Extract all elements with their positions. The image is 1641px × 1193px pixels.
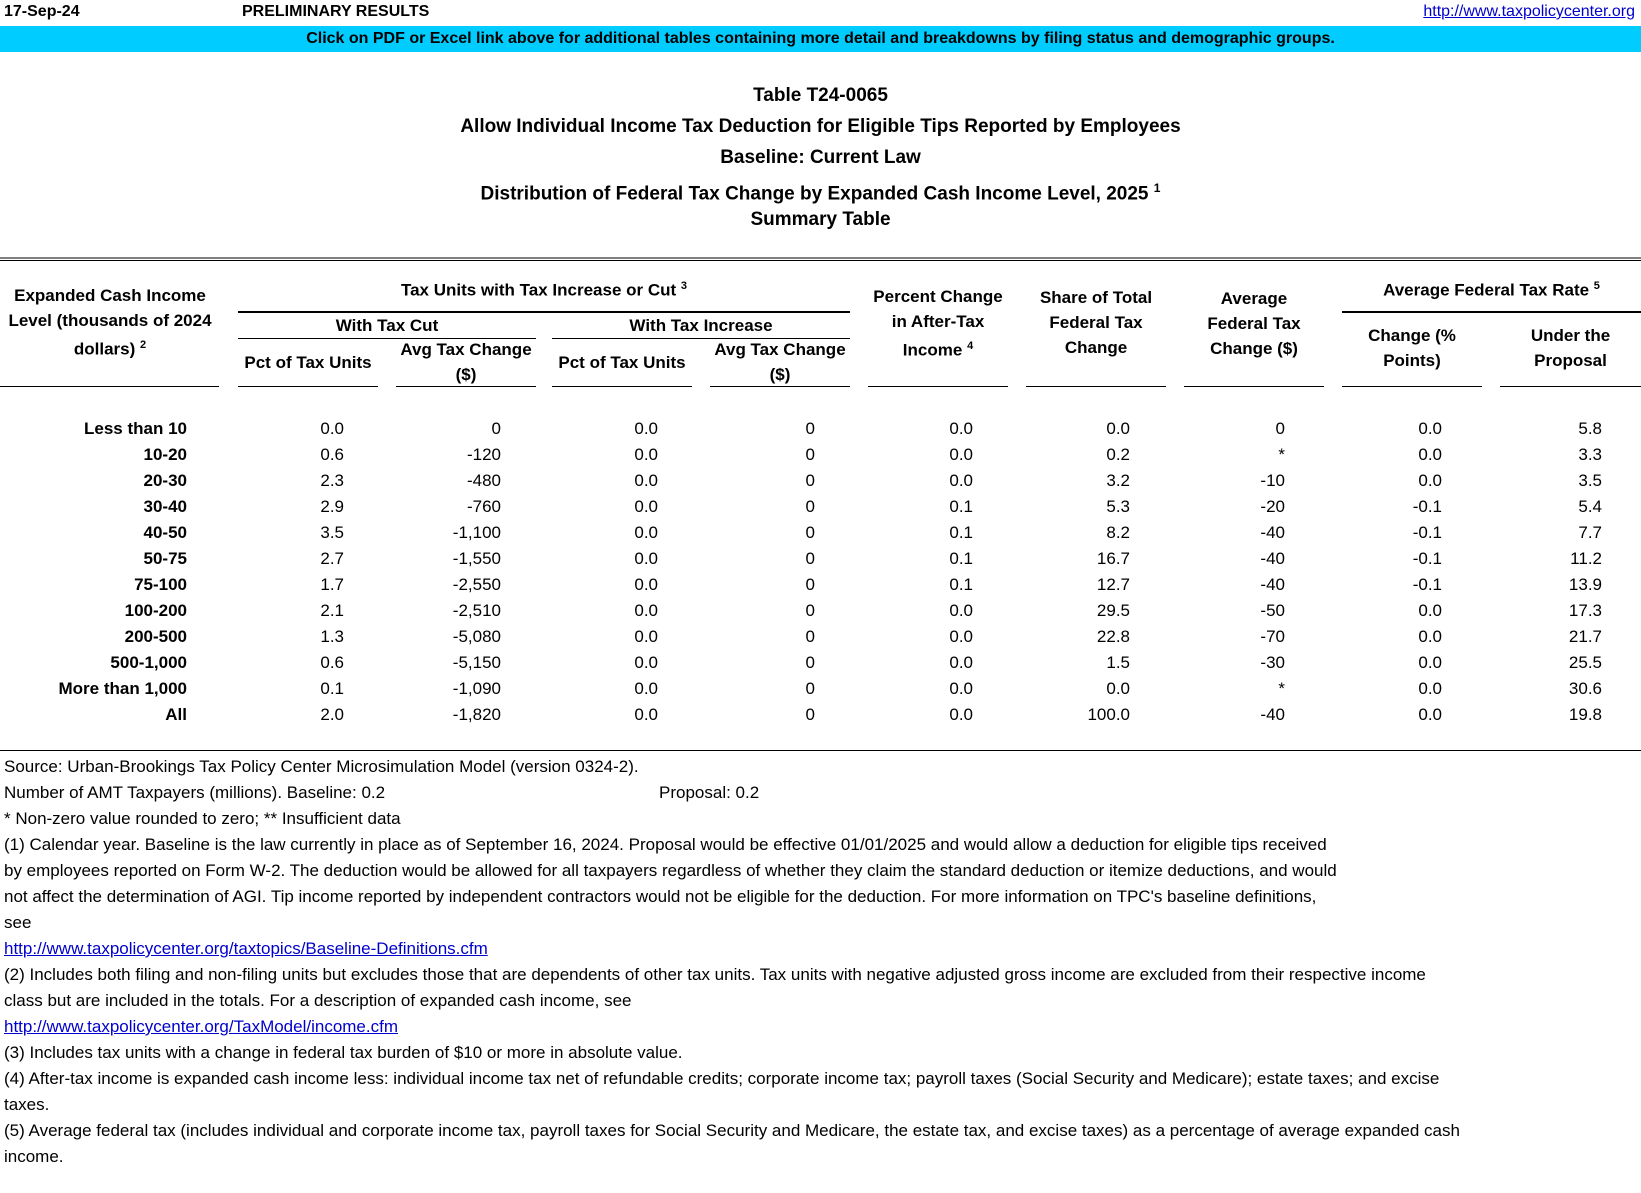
info-banner-text: Click on PDF or Excel link above for additional tables containing more detail and breakdowns by filing status and demographic groups. <box>306 30 1335 47</box>
tpc-website-link[interactable]: http://www.taxpolicycenter.org <box>1423 3 1635 20</box>
cell-income-level: 200-500 <box>124 627 187 646</box>
cell-rate-proposal: 17.3 <box>1568 601 1602 620</box>
underline <box>238 386 378 387</box>
cell-pct-change-aftertax: 0.1 <box>949 575 973 594</box>
cell-share-total: 0.2 <box>1106 445 1130 464</box>
cell-income-level: 20-30 <box>143 471 187 490</box>
cell-inc-avg: 0 <box>805 601 815 620</box>
col-header-pct-change-aftertax: Percent Change in After-Tax Income $^4$ <box>873 287 1003 360</box>
cell-pct-change-aftertax: 0.0 <box>949 445 973 464</box>
baseline-definitions-link[interactable]: http://www.taxpolicycenter.org/taxtopics/Baseline-Definitions.cfm <box>4 939 488 958</box>
cell-income-level: 50-75 <box>143 549 187 568</box>
col-header-rate-change: Change (% Points) <box>1368 326 1456 370</box>
underline <box>868 386 1008 387</box>
cell-income-level: 30-40 <box>143 497 187 516</box>
footnote-ref: 1 <box>1153 181 1161 195</box>
table-bottom-rule <box>0 750 1641 751</box>
cell-cut-pct: 0.6 <box>320 445 344 464</box>
cell-cut-pct: 3.5 <box>320 523 344 542</box>
table-row <box>0 702 1602 728</box>
cell-cut-pct: 2.1 <box>320 601 344 620</box>
underline <box>1342 386 1482 387</box>
cell-cut-pct: 2.9 <box>320 497 344 516</box>
cell-inc-avg: 0 <box>805 627 815 646</box>
cell-share-total: 0.0 <box>1106 419 1130 438</box>
col-header-share-total: Share of Total Federal Tax Change <box>1039 288 1153 357</box>
cell-pct-change-aftertax: 0.0 <box>949 419 973 438</box>
cell-rate-proposal: 3.3 <box>1578 445 1602 464</box>
cell-inc-pct: 0.0 <box>634 705 658 724</box>
col-header-cut-pct: Pct of Tax Units <box>244 353 372 372</box>
cell-rate-proposal: 21.7 <box>1568 627 1602 646</box>
cell-inc-pct: 0.0 <box>634 601 658 620</box>
col-header-cut-avg: Avg Tax Change ($) <box>400 340 532 384</box>
cell-rate-change: -0.1 <box>1412 523 1442 542</box>
cell-rate-proposal: 5.4 <box>1578 497 1602 516</box>
cell-rate-change: 0.0 <box>1418 705 1442 724</box>
report-date: 17-Sep-24 <box>4 3 80 20</box>
cell-share-total: 22.8 <box>1096 627 1130 646</box>
cell-rate-change: 0.0 <box>1418 627 1442 646</box>
cell-inc-avg: 0 <box>805 419 815 438</box>
cell-income-level: 10-20 <box>143 445 187 464</box>
cell-cut-avg: -1,550 <box>452 549 501 568</box>
cell-pct-change-aftertax: 0.0 <box>949 601 973 620</box>
cell-rate-change: 0.0 <box>1418 653 1442 672</box>
cell-inc-pct: 0.0 <box>634 523 658 542</box>
underline <box>710 386 850 387</box>
cell-income-level: 100-200 <box>124 601 187 620</box>
footnotes: Source: Urban-Brookings Tax Policy Center Microsimulation Model (version 0324-2). Number of AMT Taxpayers (millions). Baseline: 0.2 Proposal: 0.2 * Non-zero value rounded to zero; ** Insufficient data (1) Calendar year. Baseline is the law currently in place as of September 16, 2024. Proposal would be effective 01/01/2025 and would allow a deduction for eligible tips received by employees reported on Form W-2. The deduction would be allowed for all taxpayers regardless of whether they claim the standard deduction or itemize deductions, and would not affect the determination of AGI. Tip income reported by independent contractors would not be eligible for the deduction. For more information on TPC's baseline definitions, see http://www.taxpolicycenter.org/taxtopics/Baseline-Definitions.cfm (2) Includes both filing and non-filing units but excludes those that are dependents of other tax units. Tax units with negative adjusted gross income are excluded from their respective income class but are included in the totals. For a description of expanded cash income, see http://www.taxpolicycenter.org/TaxModel/income.cfm (3) Includes tax units with a change in federal tax burden of $10 or more in absolute value. (4) After-tax income is expanded cash income less: individual income tax net of refundable credits; corporate income tax; payroll taxes (Social Security and Medicare); estate taxes; and excise taxes. (5) Average federal tax (includes individual and corporate income tax, payroll taxes for Social Security and Medicare, the estate tax, and excise taxes) as a percentage of average expanded cash income. <box>4 754 1634 1170</box>
cell-cut-avg: 0 <box>491 419 501 438</box>
underline <box>1342 311 1641 313</box>
cell-rate-change: 0.0 <box>1418 419 1442 438</box>
cell-inc-pct: 0.0 <box>634 471 658 490</box>
cell-cut-pct: 2.0 <box>320 705 344 724</box>
col-group-avg-fed-rate: Average Federal Tax Rate $^5$ <box>1383 280 1600 300</box>
table-row <box>0 546 1602 572</box>
table-row <box>0 416 1602 442</box>
cell-pct-change-aftertax: 0.1 <box>949 549 973 568</box>
cell-avg-fed-change: -40 <box>1260 549 1285 568</box>
cell-avg-fed-change: -20 <box>1260 497 1285 516</box>
cell-avg-fed-change: -50 <box>1260 601 1285 620</box>
cell-cut-avg: -1,820 <box>452 705 501 724</box>
cell-share-total: 29.5 <box>1096 601 1130 620</box>
cell-rate-change: 0.0 <box>1418 679 1442 698</box>
table-row <box>0 468 1602 494</box>
cell-rate-proposal: 11.2 <box>1570 549 1602 568</box>
preliminary-label: PRELIMINARY RESULTS <box>242 3 430 20</box>
cell-cut-pct: 2.3 <box>320 471 344 490</box>
col-group-with-tax-cut: With Tax Cut <box>335 316 439 335</box>
cell-inc-pct: 0.0 <box>634 575 658 594</box>
footnote-4: (4) After-tax income is expanded cash income less: individual income tax net of refundable credits; corporate income tax; payroll taxes (Social Security and Medicare); estate taxes; and excise <box>4 1069 1440 1088</box>
cell-rate-change: -0.1 <box>1412 497 1442 516</box>
cell-avg-fed-change: 0 <box>1275 419 1285 438</box>
baseline-title: Baseline: Current Law <box>720 147 921 168</box>
cell-inc-pct: 0.0 <box>634 497 658 516</box>
cell-avg-fed-change: -40 <box>1260 575 1285 594</box>
cell-inc-pct: 0.0 <box>634 653 658 672</box>
cell-avg-fed-change: -40 <box>1260 523 1285 542</box>
cell-cut-avg: -1,090 <box>452 679 501 698</box>
cell-avg-fed-change: * <box>1278 445 1285 464</box>
header-divider <box>0 257 1641 261</box>
cell-cut-avg: -5,080 <box>452 627 501 646</box>
cell-rate-proposal: 19.8 <box>1568 705 1602 724</box>
cell-avg-fed-change: -40 <box>1260 705 1285 724</box>
cell-share-total: 16.7 <box>1096 549 1130 568</box>
top-bar <box>0 0 1641 24</box>
table-titles <box>0 80 1641 235</box>
col-header-income-level: Expanded Cash Income Level (thousands of 2024 dollars) $^2$ <box>8 286 212 359</box>
info-banner <box>0 26 1641 52</box>
cell-rate-proposal: 7.7 <box>1578 523 1602 542</box>
cell-avg-fed-change: -70 <box>1260 627 1285 646</box>
cell-inc-avg: 0 <box>805 549 815 568</box>
cell-rate-change: 0.0 <box>1418 601 1442 620</box>
cell-rate-change: -0.1 <box>1412 575 1442 594</box>
cell-cut-pct: 0.1 <box>320 679 344 698</box>
summary-title: Summary Table <box>750 209 891 230</box>
cell-cut-avg: -2,550 <box>452 575 501 594</box>
col-header-inc-pct: Pct of Tax Units <box>558 353 686 372</box>
cell-inc-avg: 0 <box>805 471 815 490</box>
cell-income-level: All <box>165 705 187 724</box>
cell-inc-avg: 0 <box>805 653 815 672</box>
cell-cut-avg: -2,510 <box>452 601 501 620</box>
cell-avg-fed-change: * <box>1278 679 1285 698</box>
cell-share-total: 5.3 <box>1106 497 1130 516</box>
cell-share-total: 0.0 <box>1106 679 1130 698</box>
cell-inc-avg: 0 <box>805 497 815 516</box>
footnote-1: (1) Calendar year. Baseline is the law currently in place as of September 16, 2024. Proposal would be effective 01/01/2025 and would allow a deduction for eligible tips received <box>4 835 1327 854</box>
cell-pct-change-aftertax: 0.0 <box>949 653 973 672</box>
table-row <box>0 572 1602 598</box>
table-id: Table T24-0065 <box>753 85 888 106</box>
cell-rate-change: 0.0 <box>1418 445 1442 464</box>
cell-cut-pct: 0.6 <box>320 653 344 672</box>
col-group-with-tax-increase: With Tax Increase <box>629 316 773 335</box>
cell-rate-proposal: 13.9 <box>1568 575 1602 594</box>
footnote-5: (5) Average federal tax (includes individual and corporate income tax, payroll taxes for Social Security and Medicare, the estate tax, and excise taxes) as a percentage of average expanded cash <box>4 1121 1460 1140</box>
underline <box>1500 386 1641 387</box>
cell-inc-avg: 0 <box>805 705 815 724</box>
underline <box>0 386 219 387</box>
cell-pct-change-aftertax: 0.0 <box>949 679 973 698</box>
underline <box>552 386 692 387</box>
source-note: Source: Urban-Brookings Tax Policy Center Microsimulation Model (version 0324-2). <box>4 757 639 776</box>
col-group-tax-units: Tax Units with Tax Increase or Cut $^3$ <box>400 280 688 300</box>
cell-cut-avg: -5,150 <box>452 653 501 672</box>
cell-income-level: 40-50 <box>143 523 187 542</box>
proposal-title: Allow Individual Income Tax Deduction for Eligible Tips Reported by Employees <box>460 116 1181 137</box>
cell-income-level: 75-100 <box>134 575 187 594</box>
cell-inc-avg: 0 <box>805 679 815 698</box>
underline <box>1184 386 1324 387</box>
cell-share-total: 8.2 <box>1106 523 1130 542</box>
table-row <box>0 520 1602 546</box>
cell-inc-avg: 0 <box>805 523 815 542</box>
col-header-rate-proposal: Under the Proposal <box>1530 326 1611 370</box>
table-row <box>0 676 1602 702</box>
cell-rate-change: 0.0 <box>1418 471 1442 490</box>
income-definition-link[interactable]: http://www.taxpolicycenter.org/TaxModel/income.cfm <box>4 1017 398 1036</box>
table-row <box>0 624 1602 650</box>
cell-rate-proposal: 30.6 <box>1568 679 1602 698</box>
cell-rate-proposal: 5.8 <box>1578 419 1602 438</box>
underline <box>1026 386 1166 387</box>
cell-share-total: 1.5 <box>1106 653 1130 672</box>
table-row <box>0 650 1602 676</box>
cell-inc-avg: 0 <box>805 445 815 464</box>
cell-cut-avg: -120 <box>466 445 501 464</box>
cell-inc-pct: 0.0 <box>634 419 658 438</box>
col-header-avg-fed-change: Average Federal Tax Change ($) <box>1207 289 1301 358</box>
cell-rate-proposal: 3.5 <box>1578 471 1602 490</box>
distribution-table <box>0 416 1602 728</box>
cell-pct-change-aftertax: 0.0 <box>949 705 973 724</box>
cell-cut-avg: -480 <box>466 471 501 490</box>
cell-cut-pct: 2.7 <box>320 549 344 568</box>
legend-note: * Non-zero value rounded to zero; ** Insufficient data <box>4 809 401 828</box>
cell-pct-change-aftertax: 0.1 <box>949 523 973 542</box>
cell-share-total: 100.0 <box>1087 705 1130 724</box>
cell-pct-change-aftertax: 0.0 <box>949 471 973 490</box>
table-row <box>0 494 1602 520</box>
cell-cut-avg: -760 <box>466 497 501 516</box>
cell-income-level: More than 1,000 <box>58 679 187 698</box>
cell-cut-pct: 1.7 <box>320 575 344 594</box>
distribution-title: Distribution of Federal Tax Change by Expanded Cash Income Level, 2025 $^1$ <box>480 181 1161 205</box>
cell-income-level: Less than 10 <box>84 419 187 438</box>
amt-note: Number of AMT Taxpayers (millions). Baseline: 0.2 Proposal: 0.2 <box>4 783 760 802</box>
cell-inc-pct: 0.0 <box>634 549 658 568</box>
col-header-inc-avg: Avg Tax Change ($) <box>714 340 846 384</box>
cell-inc-avg: 0 <box>805 575 815 594</box>
cell-avg-fed-change: -30 <box>1260 653 1285 672</box>
cell-pct-change-aftertax: 0.0 <box>949 627 973 646</box>
cell-inc-pct: 0.0 <box>634 627 658 646</box>
footnote-3: (3) Includes tax units with a change in federal tax burden of $10 or more in absolute value. <box>4 1043 683 1062</box>
cell-cut-pct: 1.3 <box>320 627 344 646</box>
table-row <box>0 598 1602 624</box>
footnote-2: (2) Includes both filing and non-filing units but excludes those that are dependents of other tax units. Tax units with negative adjusted gross income are excluded from their respective income <box>4 965 1426 984</box>
cell-cut-avg: -1,100 <box>452 523 501 542</box>
cell-inc-pct: 0.0 <box>634 445 658 464</box>
cell-share-total: 12.7 <box>1096 575 1130 594</box>
table-row <box>0 442 1602 468</box>
cell-cut-pct: 0.0 <box>320 419 344 438</box>
cell-pct-change-aftertax: 0.1 <box>949 497 973 516</box>
cell-rate-change: -0.1 <box>1412 549 1442 568</box>
cell-share-total: 3.2 <box>1106 471 1130 490</box>
cell-rate-proposal: 25.5 <box>1568 653 1602 672</box>
underline <box>396 386 536 387</box>
cell-inc-pct: 0.0 <box>634 679 658 698</box>
cell-income-level: 500-1,000 <box>110 653 187 672</box>
cell-avg-fed-change: -10 <box>1260 471 1285 490</box>
